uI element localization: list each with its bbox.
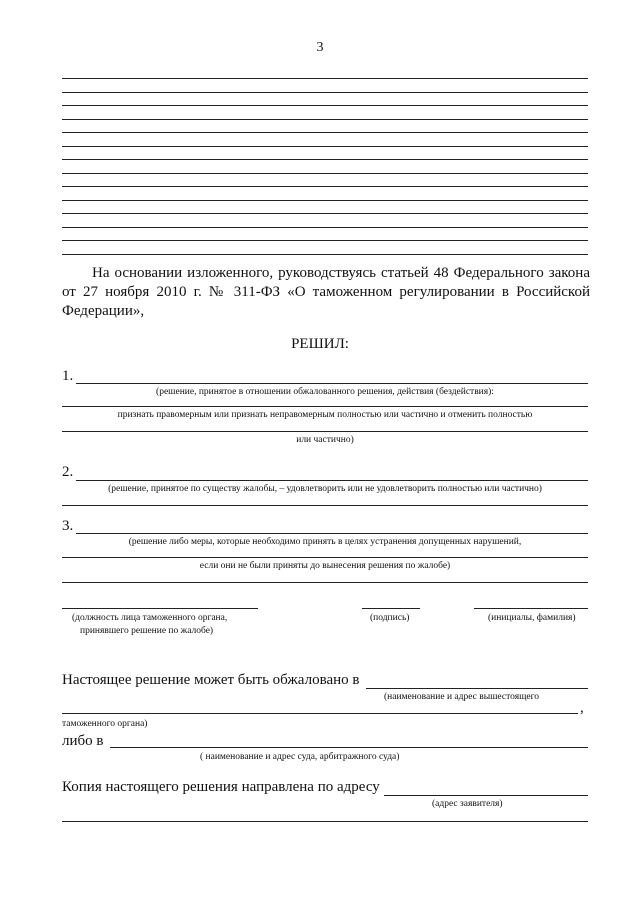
blank-line — [62, 186, 588, 187]
blank-line — [62, 173, 588, 174]
blank-line — [62, 146, 588, 147]
address-line — [62, 821, 588, 822]
court-caption: ( наименование и адрес суда, арбитражного суда) — [200, 752, 400, 762]
fill-line — [62, 431, 588, 432]
copy-text: Копия настоящего решения направлена по адресу — [62, 779, 380, 795]
item-caption: или частично) — [296, 435, 354, 445]
position-caption: (должность лица таможенного органа, — [72, 613, 228, 623]
fill-line — [62, 505, 588, 506]
item-number: 3. — [62, 518, 74, 534]
name-line — [474, 608, 588, 609]
address-caption: (адрес заявителя) — [432, 799, 503, 809]
appeal-caption: (наименование и адрес вышестоящего — [384, 692, 540, 702]
blank-line — [62, 159, 588, 160]
item-number: 1. — [62, 368, 74, 384]
decided-heading: РЕШИЛ: — [291, 336, 349, 352]
appeal-line — [62, 713, 578, 714]
blank-line — [62, 254, 588, 255]
position-caption: принявшего решение по жалобе) — [80, 626, 214, 636]
appeal-text: Настоящее решение может быть обжаловано в — [62, 672, 360, 688]
blank-line — [62, 200, 588, 201]
blank-line — [62, 213, 588, 214]
blank-line — [62, 240, 588, 241]
legal-basis-paragraph: На основании изложенного, руководствуясь статьей 48 Федерального закона от 27 ноября 2010 г. № 311-ФЗ «О таможенном регулировании в Российской Федерации», — [62, 265, 590, 319]
blank-line — [62, 119, 588, 120]
name-caption: (инициалы, фамилия) — [488, 613, 576, 623]
signature-caption: (подпись) — [370, 613, 410, 623]
signature-line — [362, 608, 420, 609]
position-line — [62, 608, 258, 609]
fill-line — [62, 557, 588, 558]
appeal-caption: таможенного органа) — [62, 719, 148, 729]
item-caption: (решение, принятое в отношении обжалованного решения, действия (бездействия): — [156, 387, 494, 397]
item-number: 2. — [62, 464, 74, 480]
blank-line — [62, 105, 588, 106]
page-number: 3 — [316, 40, 324, 55]
blank-line — [62, 78, 588, 79]
blank-line — [62, 92, 588, 93]
item-caption: признать правомерным или признать неправомерным полностью или частично и отменить полностью — [117, 410, 533, 420]
item-caption: если они не были приняты до вынесения решения по жалобе) — [199, 561, 451, 571]
blank-line — [62, 132, 588, 133]
fill-line — [76, 480, 588, 481]
fill-line — [62, 406, 588, 407]
court-text: либо в — [62, 733, 104, 749]
appeal-line — [366, 688, 588, 689]
item-caption: (решение, принятое по существу жалобы, – удовлетворить или не удовлетворить полностью или частично) — [108, 484, 542, 494]
appeal-comma: , — [580, 700, 584, 716]
item-caption: (решение либо меры, которые необходимо принять в целях устранения допущенных нарушений, — [128, 537, 522, 547]
blank-line — [62, 227, 588, 228]
address-line — [384, 795, 588, 796]
fill-line — [76, 383, 588, 384]
fill-line — [62, 582, 588, 583]
court-line — [110, 747, 588, 748]
fill-line — [76, 533, 588, 534]
